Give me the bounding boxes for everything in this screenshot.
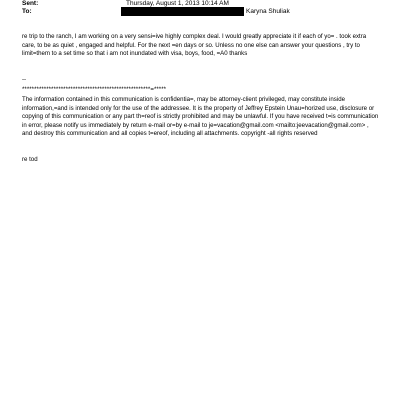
message-paragraph: re trip to the ranch, I am working on a very sensi=ive highly complex deal. I would greatly appreciate it if each of yo= . took extra care, to be as quiet , engaged and helpful. For the next =en days or so. Unless no one else can answer your questions , try to limit=them to a set time so that i am not inundated with visa, boys, food, =A0 thanks xyxy=(22,33,367,58)
sent-row xyxy=(22,0,38,8)
signoff-text: re tod xyxy=(22,156,38,163)
to-label: To: xyxy=(22,8,32,15)
to-name: Karyna Shuliak xyxy=(246,8,290,15)
separator-asterisks: *****************************************************=***** xyxy=(22,86,167,93)
redaction-bar xyxy=(121,7,244,16)
sent-label: Sent: xyxy=(22,0,39,7)
separator-dashes: -- xyxy=(22,76,27,83)
to-row xyxy=(22,8,32,16)
confidentiality-disclaimer: The information contained in this communication is confidentia=, may be attorney-client privileged, may constitute inside information,=and is intended only for the use of the addressee. It is the property of Jeffrey Epstein Unau=horized use, disclosure or copying of this communication or any part th=reof is strictly prohibited and may be unlawful. If you have received t=is communication in error, please notify us immediately by return e-mail or=by e-mail to je=vacation@gmail.com <mailto:jeevacation@gmail.com> , and destroy this communication and all copies t=ereof, including all attachments. copyright -all rights reserved xyxy=(22,96,379,138)
sent-value: Thursday, August 1, 2013 10:14 AM xyxy=(126,0,229,7)
